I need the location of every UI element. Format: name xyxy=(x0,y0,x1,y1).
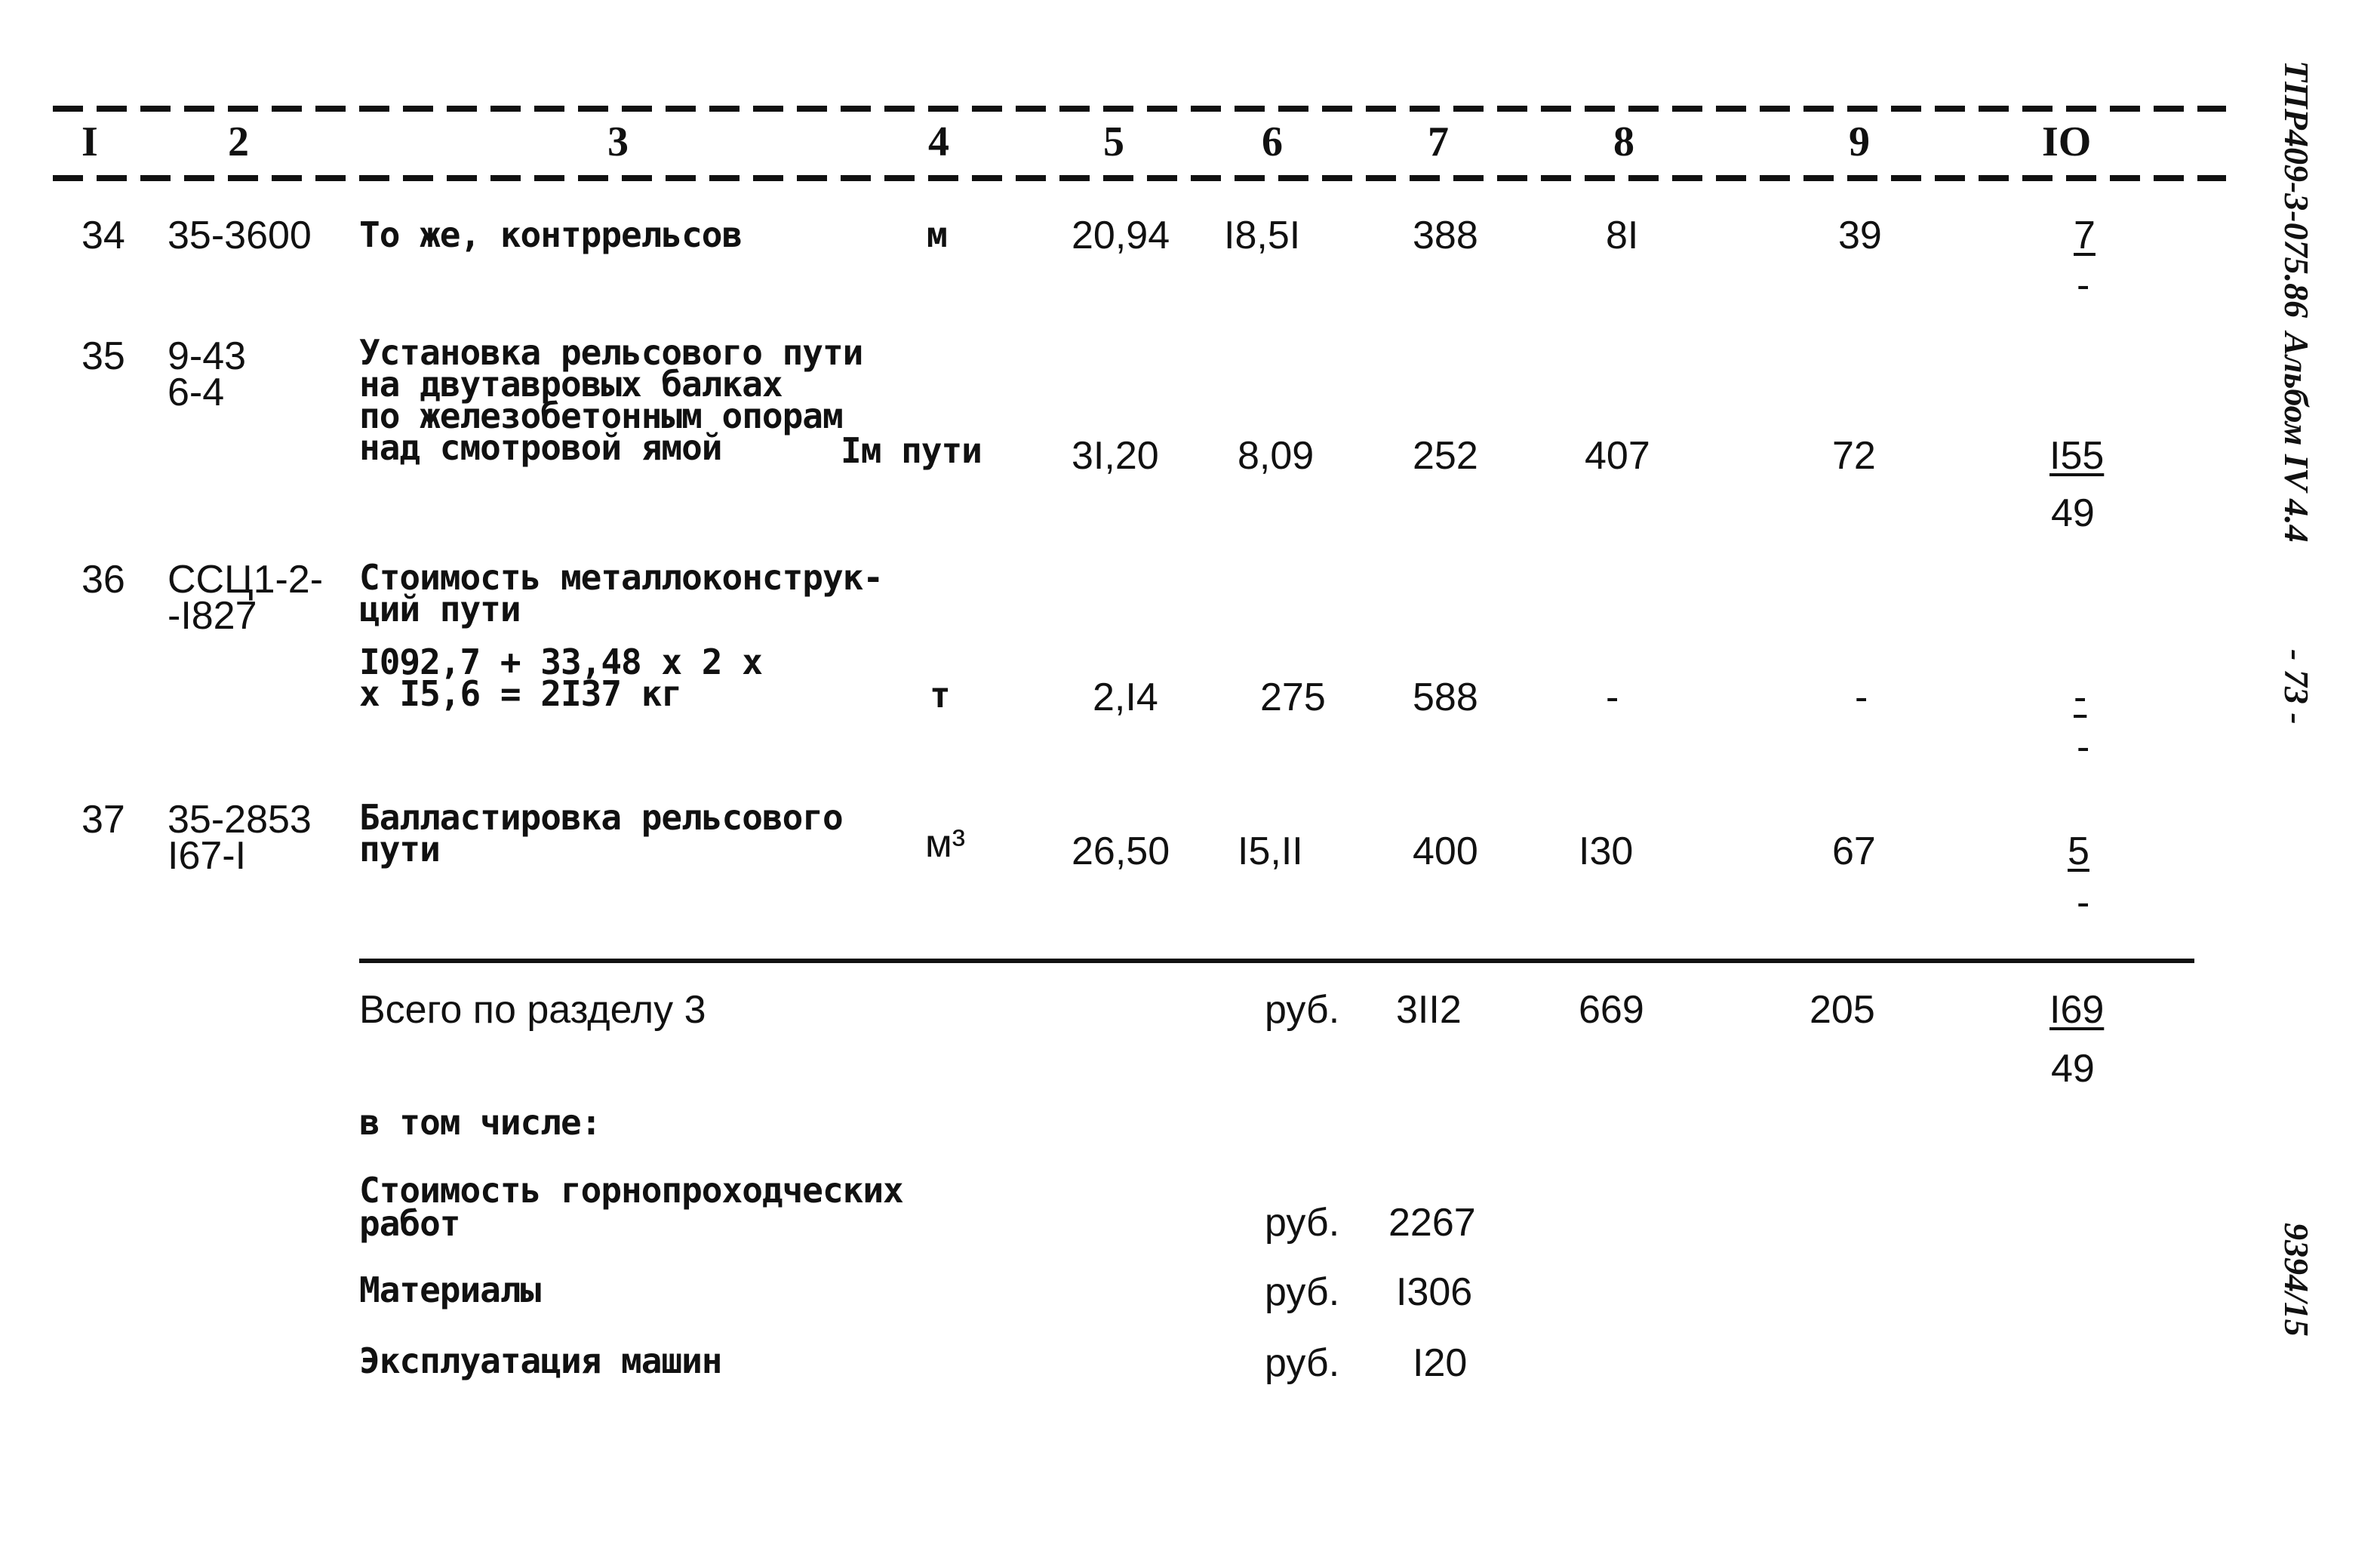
col-9-value: 72 xyxy=(1832,434,1876,478)
col-header-5: 5 xyxy=(1103,118,1124,165)
col-10-top: 7 xyxy=(2074,214,2096,257)
weight-formula-line-2: х I5,6 = 2I37 кг xyxy=(359,673,682,714)
including-item-3-label: Эксплуатация машин xyxy=(359,1340,722,1381)
norm-code: 35-3600 xyxy=(168,214,312,257)
col-9-value: 67 xyxy=(1832,829,1876,873)
col-10-top: - xyxy=(2074,676,2087,719)
unit: м xyxy=(927,214,947,255)
including-label: в том числе: xyxy=(359,1102,601,1143)
norm-code-line-1: 9-43 xyxy=(168,334,247,378)
col-header-7: 7 xyxy=(1428,118,1449,165)
col-header-2: 2 xyxy=(228,118,249,165)
work-name-line-2: на двутавровых балках xyxy=(359,364,783,405)
norm-code-line-1: 35-2853 xyxy=(168,798,312,842)
col-10-top: I55 xyxy=(2049,434,2105,478)
row-number: 36 xyxy=(81,558,125,602)
including-item-3-value: I20 xyxy=(1413,1341,1468,1385)
including-item-3-unit: руб. xyxy=(1265,1341,1340,1385)
unit-cost: 8,09 xyxy=(1238,434,1315,478)
including-item-1-line-2: работ xyxy=(359,1203,460,1244)
section-total-col-8: 669 xyxy=(1579,988,1644,1032)
row-number: 35 xyxy=(81,334,125,378)
work-name-line-1: Стоимость металлоконструк- xyxy=(359,557,884,598)
col-8-value: 407 xyxy=(1585,434,1650,478)
section-total-label: Всего по разделу 3 xyxy=(359,988,706,1032)
col-9-value: 39 xyxy=(1838,214,1882,257)
unit: м³ xyxy=(925,822,966,866)
margin-album-label: Альбом IV 4.4 xyxy=(2277,332,2316,543)
total-cost: 388 xyxy=(1413,214,1478,257)
work-name-line-3: по железобетонным опорам xyxy=(359,396,843,436)
header-top-rule xyxy=(53,106,2226,112)
quantity: 26,50 xyxy=(1072,829,1170,873)
col-10-bottom: - xyxy=(2077,881,2090,925)
section-total-col-7: 3II2 xyxy=(1396,988,1462,1032)
norm-code-line-2: 6-4 xyxy=(168,371,225,414)
row-number: 37 xyxy=(81,798,125,842)
unit-cost: I8,5I xyxy=(1224,214,1301,257)
total-cost: 588 xyxy=(1413,676,1478,719)
section-total-col-9: 205 xyxy=(1810,988,1875,1032)
col-8-value: I30 xyxy=(1579,829,1634,873)
row-number: 34 xyxy=(81,214,125,257)
including-item-1-value: 2267 xyxy=(1388,1201,1476,1245)
unit: т xyxy=(930,675,950,716)
norm-code-line-2: I67-I xyxy=(168,834,247,878)
including-item-2-value: I306 xyxy=(1396,1270,1473,1314)
including-item-2-label: Материалы xyxy=(359,1270,541,1310)
col-10-bottom: - xyxy=(2077,725,2090,769)
norm-code-line-1: ССЦ1-2- xyxy=(168,558,324,602)
including-item-1-line-1: Стоимость горнопроходческих xyxy=(359,1170,903,1211)
section-total-rule xyxy=(359,959,2194,963)
work-name: То же, контррельсов xyxy=(359,214,743,255)
work-name-line-1: Балластировка рельсового xyxy=(359,797,843,838)
total-cost: 400 xyxy=(1413,829,1478,873)
header-bottom-rule xyxy=(53,175,2226,181)
unit: Iм пути xyxy=(841,430,982,471)
unit-cost: 275 xyxy=(1260,676,1326,719)
col-header-6: 6 xyxy=(1262,118,1283,165)
margin-project-code: ТПР409-3-075.86 xyxy=(2277,60,2316,319)
quantity: 20,94 xyxy=(1072,214,1170,257)
col-8-value: 8I xyxy=(1606,214,1639,257)
unit-cost: I5,II xyxy=(1238,829,1303,873)
work-name-line-2: пути xyxy=(359,829,440,869)
col-header-3: 3 xyxy=(607,118,629,165)
work-name-line-2: ций пути xyxy=(359,589,521,629)
weight-formula-line-1: I092,7 + 33,48 х 2 х xyxy=(359,642,762,682)
col-header-8: 8 xyxy=(1613,118,1634,165)
col-header-4: 4 xyxy=(928,118,949,165)
section-total-col-10-top: I69 xyxy=(2049,988,2105,1032)
col-10-top: 5 xyxy=(2068,829,2089,873)
total-cost: 252 xyxy=(1413,434,1478,478)
section-total-col-10-bottom: 49 xyxy=(2051,1047,2095,1091)
quantity: 2,I4 xyxy=(1093,676,1158,719)
col-10-bottom: 49 xyxy=(2051,491,2095,535)
work-name-line-1: Установка рельсового пути xyxy=(359,332,863,373)
including-item-2-unit: руб. xyxy=(1265,1270,1340,1314)
including-item-1-unit: руб. xyxy=(1265,1201,1340,1245)
norm-code-line-2: -I827 xyxy=(168,594,257,638)
col-9-value: - xyxy=(1855,676,1868,719)
work-name-line-4: над смотровой ямой xyxy=(359,427,722,468)
section-total-unit: руб. xyxy=(1265,988,1340,1032)
col-header-9: 9 xyxy=(1849,118,1870,165)
margin-page-number: - 73 - xyxy=(2277,649,2316,725)
col-10-bottom: - xyxy=(2077,263,2090,307)
margin-inventory-number: 9394/15 xyxy=(2277,1223,2316,1337)
col-8-value: - xyxy=(1606,676,1619,719)
col-header-1: I xyxy=(81,118,98,165)
col-header-10: IO xyxy=(2042,118,2092,165)
quantity: 3I,20 xyxy=(1072,434,1159,478)
